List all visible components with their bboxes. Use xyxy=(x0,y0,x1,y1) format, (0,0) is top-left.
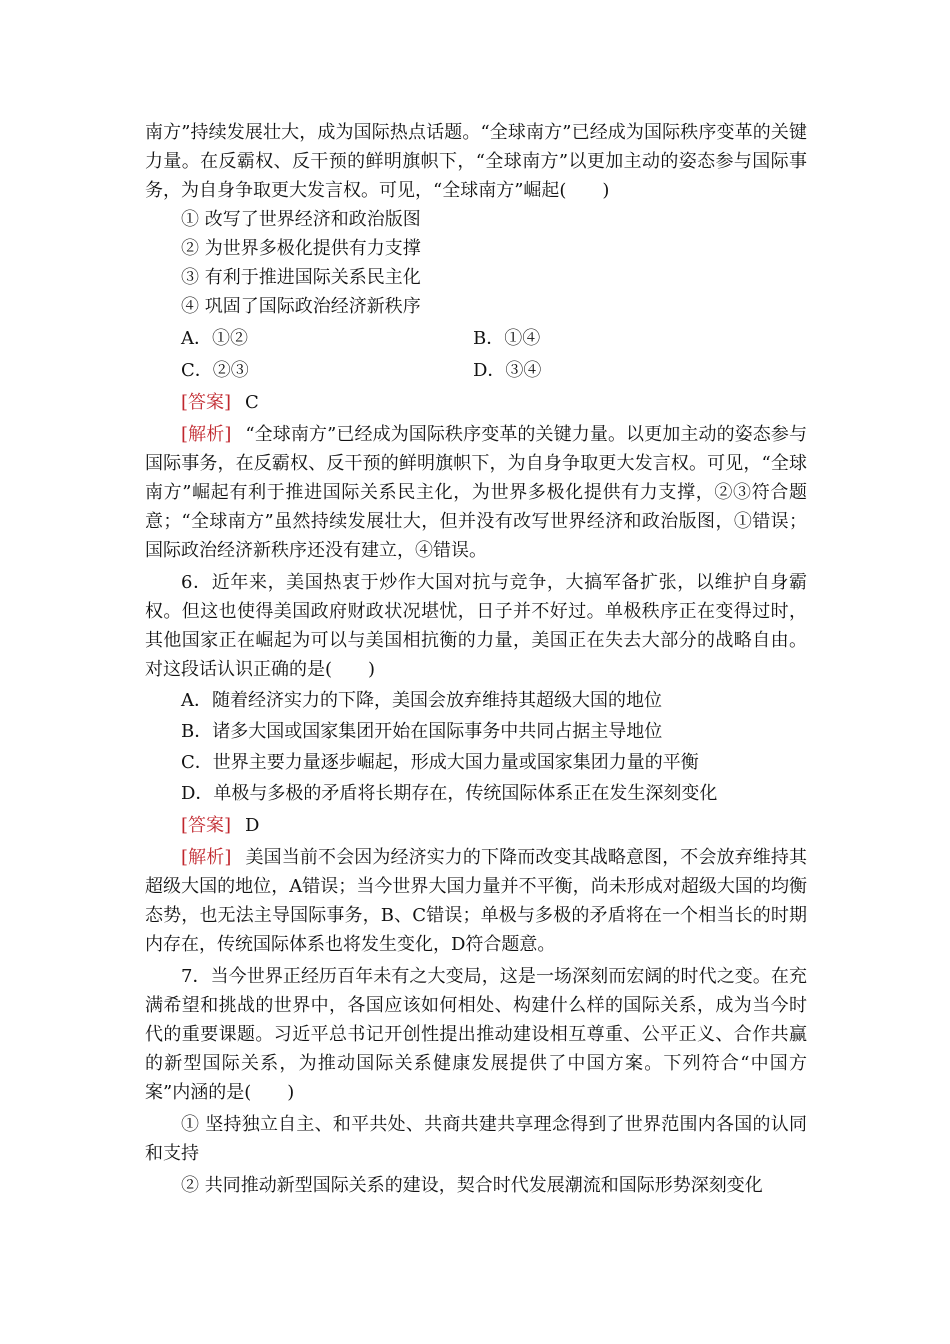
q7-item-1: ① 坚持独立自主、和平共处、共商共建共享理念得到了世界范围内各国的认同和支持 xyxy=(145,1114,807,1164)
q5-answer xyxy=(145,388,807,417)
analysis-tag: [解析] xyxy=(181,847,232,868)
q6-option-d: D．单极与多极的矛盾将长期存在，传统国际体系正在发生深刻变化 xyxy=(181,783,718,804)
answer-value: C xyxy=(245,392,259,413)
analysis-text: 美国当前不会因为经济实力的下降而改变其战略意图，不会放弃维持其超级大国的地位，A错误；当今世界大国力量并不平衡，尚未形成对超级大国的均衡态势，也无法主导国际事务，B、C错误；单极与多极的矛盾将在一个相当长的时期内存在，传统国际体系也将发生变化，D符合题意。 xyxy=(145,847,808,955)
q5-item-1: ① 改写了世界经济和政治版图 xyxy=(181,209,421,230)
q6-option-b: B．诸多大国或国家集团开始在国际事务中共同占据主导地位 xyxy=(181,721,663,742)
q6-stem: 6．近年来，美国热衷于炒作大国对抗与竞争，大搞军备扩张，以维护自身霸权。但这也使得美国政府财政状况堪忧，日子并不好过。单极秩序正在变得过时，其他国家正在崛起为可以与美国相抗衡的力量，美国正在失去大部分的战略自由。对这段话认识正确的是( ) xyxy=(145,572,807,680)
q6-answer xyxy=(145,811,807,840)
q5-stem: 南方”持续发展壮大，成为国际热点话题。“全球南方”已经成为国际秩序变革的关键力量。在反霸权、反干预的鲜明旗帜下，“全球南方”以更加主动的姿态参与国际事务，为自身争取更大发言权。可见，“全球南方”崛起( ) xyxy=(145,122,807,201)
analysis-tag: [解析] xyxy=(181,424,232,445)
q7-stem: 7．当今世界正经历百年未有之大变局，这是一场深刻而宏阔的时代之变。在充满希望和挑战的世界中，各国应该如何相处、构建什么样的国际关系，成为当今时代的重要课题。习近平总书记开创性提出推动建设相互尊重、公平正义、合作共赢的新型国际关系，为推动国际关系健康发展提供了中国方案。下列符合“中国方案”内涵的是( ) xyxy=(145,966,807,1103)
q5-option-a: A．①② xyxy=(181,328,248,349)
analysis-text: “全球南方”已经成为国际秩序变革的关键力量。以更加主动的姿态参与国际事务，在反霸权、反干预的鲜明旗帜下，为自身争取更大发言权。可见，“全球南方”崛起有利于推进国际关系民主化，为世界多极化提供有力支撑，②③符合题意；“全球南方”虽然持续发展壮大，但并没有改写世界经济和政治版图，①错误；国际政治经济新秩序还没有建立，④错误。 xyxy=(145,424,807,561)
document-page xyxy=(145,118,807,1200)
answer-value: D xyxy=(245,815,260,836)
q5-item-4: ④ 巩固了国际政治经济新秩序 xyxy=(181,296,421,317)
q5-analysis xyxy=(145,420,807,565)
q6-analysis xyxy=(145,843,807,959)
answer-tag: [答案] xyxy=(181,392,232,413)
q5-option-d: D．③④ xyxy=(473,360,542,381)
q5-item-2: ② 为世界多极化提供有力支撑 xyxy=(181,238,421,259)
q5-option-b: B．①④ xyxy=(473,328,541,349)
q6-option-c: C．世界主要力量逐步崛起，形成大国力量或国家集团力量的平衡 xyxy=(181,752,699,773)
q6-option-a: A．随着经济实力的下降，美国会放弃维持其超级大国的地位 xyxy=(181,690,662,711)
q7-item-2: ② 共同推动新型国际关系的建设，契合时代发展潮流和国际形势深刻变化 xyxy=(181,1175,763,1196)
q5-option-c: C．②③ xyxy=(181,360,249,381)
answer-tag: [答案] xyxy=(181,815,232,836)
q5-options-row-2 xyxy=(145,356,807,385)
q5-item-3: ③ 有利于推进国际关系民主化 xyxy=(181,267,421,288)
q5-options-row-1 xyxy=(145,324,807,353)
